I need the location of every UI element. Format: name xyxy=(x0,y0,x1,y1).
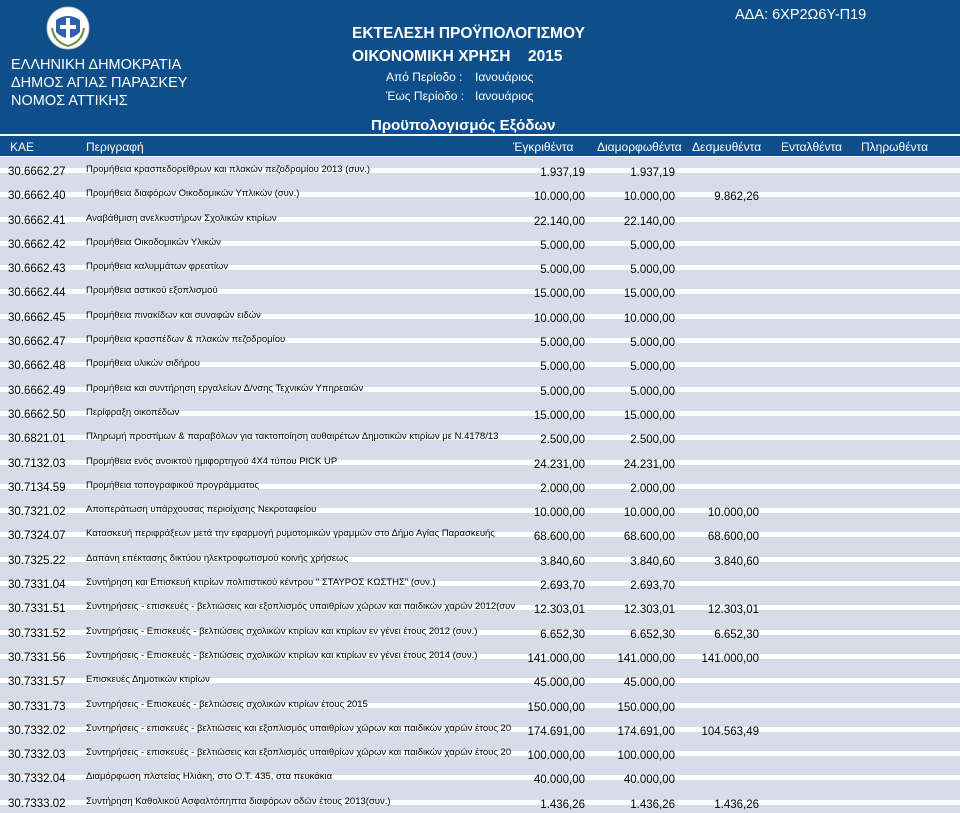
row-formed: 15.000,00 xyxy=(623,288,675,301)
period-to xyxy=(386,89,534,103)
row-committed: 104.563,49 xyxy=(701,725,759,738)
row-description: Συντηρήσεις - επισκευές - βελτιώσεις και εξοπλισμός υπαιθρίων χώρων και παιδικών χαρών 2012(συν xyxy=(86,601,516,613)
row-approved: 5.000,00 xyxy=(540,337,585,350)
period-to-label: Έως Περίοδο : xyxy=(386,89,465,103)
row-description: Περίφραξη οικοπέδων xyxy=(86,406,180,418)
row-code: 30.6662.47 xyxy=(8,336,66,349)
row-approved: 5.000,00 xyxy=(540,385,585,398)
period-from-label: Από Περίοδο : xyxy=(386,70,463,84)
row-approved: 5.000,00 xyxy=(540,361,585,374)
greek-emblem-icon xyxy=(46,6,90,50)
column-approved: Έγκριθέντα xyxy=(513,140,574,154)
row-formed: 2.000,00 xyxy=(630,482,675,495)
table-row xyxy=(0,206,960,230)
org-line: ΔΗΜΟΣ ΑΓΙΑΣ ΠΑΡΑΣΚΕΥ xyxy=(11,75,188,91)
row-approved: 10.000,00 xyxy=(533,191,585,204)
column-formed: Διαμορφωθέντα xyxy=(597,140,682,154)
table-row xyxy=(0,424,960,448)
row-formed: 2.500,00 xyxy=(630,434,675,447)
row-committed: 10.000,00 xyxy=(707,507,759,520)
table-row xyxy=(0,254,960,278)
period-to-value: Ιανουάριος xyxy=(475,89,534,103)
row-formed: 10.000,00 xyxy=(623,191,675,204)
row-description: Προμήθεια διαφόρων Οικοδομικών Υπλικών (συν.) xyxy=(86,188,300,200)
row-approved: 12.303,01 xyxy=(533,604,585,617)
row-formed: 68.600,00 xyxy=(623,531,675,544)
table-row xyxy=(0,789,960,813)
row-approved: 2.500,00 xyxy=(540,434,585,447)
row-formed: 150.000,00 xyxy=(617,701,675,714)
budget-title: Προϋπολογισμός Εξόδων xyxy=(371,117,556,134)
row-description: Διαμόρφωση πλατείας Ηλιάκη, στο Ο.Τ. 435, στα πευκάκια xyxy=(86,771,333,783)
row-code: 30.6662.50 xyxy=(8,408,66,421)
table-row xyxy=(0,351,960,375)
row-description: Προμήθεια Οικοδομικών Υλικών xyxy=(86,236,221,248)
column-kae: ΚΑΕ xyxy=(10,140,35,154)
row-code: 30.6662.41 xyxy=(8,214,66,227)
row-committed: 3.840,60 xyxy=(714,555,759,568)
row-formed: 45.000,00 xyxy=(623,677,675,690)
table-row xyxy=(0,521,960,545)
row-description: Προμήθεια κρασπεδορείθρων και πλακών πεζοδρομίου 2013 (συν.) xyxy=(86,164,371,175)
row-code: 30.6662.48 xyxy=(8,360,66,373)
row-approved: 68.600,00 xyxy=(533,531,585,544)
row-description: Προμήθεια πινακίδων και συναφών ειδών xyxy=(86,309,261,321)
row-formed: 22.140,00 xyxy=(623,215,675,228)
row-approved: 5.000,00 xyxy=(540,264,585,277)
period-from xyxy=(386,70,534,84)
row-approved: 2.000,00 xyxy=(540,482,585,495)
table-row xyxy=(0,619,960,643)
row-formed: 3.840,60 xyxy=(630,555,675,568)
org-line: ΕΛΛΗΝΙΚΗ ΔΗΜΟΚΡΑΤΙΑ xyxy=(11,57,182,73)
row-description: Δαπάνη επέκτασης δικτύου ηλεκτροφωτισμού κοινής χρήσεως xyxy=(86,552,349,564)
row-approved: 22.140,00 xyxy=(533,215,585,228)
table-row xyxy=(0,594,960,618)
table-row xyxy=(0,546,960,570)
column-committed: Δεσμευθέντα xyxy=(692,140,762,154)
row-formed: 5.000,00 xyxy=(630,239,675,252)
row-committed: 68.600,00 xyxy=(707,531,759,544)
row-committed: 12.303,01 xyxy=(707,604,759,617)
row-description: Αποπεράτωση υπάρχουσας περιοίχισης Νεκροταφείου xyxy=(86,504,317,516)
row-description: Συντήρηση και Επισκευή κτιρίων πολιτιστικού κέντρου " ΣΤΑΥΡΟΣ ΚΩΣΤΗΣ" (συν.) xyxy=(86,577,436,589)
row-approved: 2.693,70 xyxy=(540,580,585,593)
column-paid: Πληρωθέντα xyxy=(861,140,929,154)
row-approved: 100.000,00 xyxy=(527,750,585,763)
row-committed: 141.000,00 xyxy=(701,652,759,665)
column-ordered: Ενταλθέντα xyxy=(781,140,843,154)
table-row xyxy=(0,230,960,254)
table-row xyxy=(0,716,960,740)
org-line: ΝΟΜΟΣ ΑΤΤΙΚΗΣ xyxy=(11,93,128,109)
row-description: Προμήθεια και συντήρηση εργαλείων Δ/νσης Τεχνικών Υπηρεαιών xyxy=(86,382,364,394)
table-row xyxy=(0,643,960,667)
row-code: 30.6821.01 xyxy=(8,433,66,446)
row-code: 30.7331.57 xyxy=(8,676,66,689)
row-code: 30.6662.45 xyxy=(8,311,66,324)
row-approved: 15.000,00 xyxy=(533,288,585,301)
fiscal-year: 2015 xyxy=(528,48,563,65)
row-description: Συντηρήσεις - Επισκευές - βελτιώσεις σχολικών κτιρίων έτους 2015 xyxy=(86,698,368,710)
row-approved: 1.937,19 xyxy=(540,167,585,179)
row-description: Προμήθεια ενός ανοικτού ημιφορτηγού 4Χ4 τύπου PICK UP xyxy=(86,455,338,467)
row-formed: 174.691,00 xyxy=(617,725,675,738)
budget-table xyxy=(0,157,960,813)
row-approved: 15.000,00 xyxy=(533,409,585,422)
row-code: 30.7332.02 xyxy=(8,724,66,737)
row-code: 30.7331.52 xyxy=(8,627,66,640)
period-from-value: Ιανουάριος xyxy=(475,70,534,84)
fiscal-year-label: ΟΙΚΟΝΟΜΙΚΗ ΧΡΗΣΗ xyxy=(352,48,511,65)
row-code: 30.7331.73 xyxy=(8,700,66,713)
row-approved: 150.000,00 xyxy=(527,701,585,714)
row-code: 30.7321.02 xyxy=(8,506,66,519)
row-formed: 1.436,26 xyxy=(630,798,675,811)
row-description: Συντηρήσεις - επισκευές - βελτιώσεις και εξοπλισμός υπαιθρίων χώρων και παιδικών χαρών έτους 20 xyxy=(86,747,512,759)
report-title: ΕΚΤΕΛΕΣΗ ΠΡΟΫΠΟΛΟΓΙΣΜΟΥ xyxy=(352,25,585,42)
row-formed: 6.652,30 xyxy=(630,628,675,641)
row-formed: 1.937,19 xyxy=(630,167,675,179)
row-approved: 5.000,00 xyxy=(540,239,585,252)
row-committed: 9.862,26 xyxy=(714,191,759,204)
row-formed: 141.000,00 xyxy=(617,652,675,665)
table-row xyxy=(0,449,960,473)
table-row xyxy=(0,400,960,424)
row-description: Συντηρήσεις - Επισκευές - βελτιώσεις σχολικών κτιρίων και κτιρίων εν γένει έτους 2012 (συν.) xyxy=(86,625,478,637)
row-description: Πληρωμή προστίμων & παραβόλων για τακτοποίηση αυθαιρέτων Δημοτικών κτιρίων με Ν.4178/13 xyxy=(86,431,499,443)
row-formed: 5.000,00 xyxy=(630,385,675,398)
row-approved: 40.000,00 xyxy=(533,774,585,787)
row-description: Προμήθεια καλυμμάτων φρεατίων xyxy=(86,261,229,273)
row-code: 30.6662.44 xyxy=(8,287,66,300)
row-code: 30.7331.51 xyxy=(8,603,66,616)
row-committed: 6.652,30 xyxy=(714,628,759,641)
row-description: Συντηρήσεις - Επισκευές - βελτιώσεις σχολικών κτιρίων και κτιρίων εν γένει έτους 2014 (συν.) xyxy=(86,649,478,661)
table-row xyxy=(0,570,960,594)
row-code: 30.6662.40 xyxy=(8,190,66,203)
row-code: 30.7332.04 xyxy=(8,773,66,786)
column-description: Περιγραφή xyxy=(86,140,144,154)
row-approved: 1.436,26 xyxy=(540,798,585,811)
row-formed: 5.000,00 xyxy=(630,361,675,374)
table-row xyxy=(0,497,960,521)
row-description: Προμήθεια αστικού εξοπλισμού xyxy=(86,285,218,297)
report-header xyxy=(0,0,960,134)
row-code: 30.7333.02 xyxy=(8,797,66,810)
row-formed: 12.303,01 xyxy=(623,604,675,617)
row-formed: 100.000,00 xyxy=(617,750,675,763)
table-row xyxy=(0,303,960,327)
row-approved: 3.840,60 xyxy=(540,555,585,568)
row-code: 30.6662.49 xyxy=(8,384,66,397)
ada-code: ΑΔΑ: 6ΧΡ2Ω6Υ-Π19 xyxy=(735,7,867,23)
table-row xyxy=(0,473,960,497)
table-row xyxy=(0,181,960,205)
row-code: 30.7332.03 xyxy=(8,749,66,762)
row-committed: 1.436,26 xyxy=(714,798,759,811)
row-description: Αναβάθμιση ανελκυστήρων Σχολικών κτιρίων xyxy=(86,212,277,224)
table-row xyxy=(0,740,960,764)
row-approved: 141.000,00 xyxy=(527,652,585,665)
row-code: 30.6662.43 xyxy=(8,263,66,276)
row-formed: 24.231,00 xyxy=(623,458,675,471)
row-code: 30.6662.27 xyxy=(8,166,66,178)
row-description: Προμήθεια υλικών σιδήρου xyxy=(86,358,200,370)
row-formed: 10.000,00 xyxy=(623,312,675,325)
column-header-row xyxy=(0,136,960,156)
row-formed: 5.000,00 xyxy=(630,264,675,277)
row-code: 30.7331.56 xyxy=(8,651,66,664)
row-formed: 15.000,00 xyxy=(623,409,675,422)
row-approved: 45.000,00 xyxy=(533,677,585,690)
row-code: 30.7134.59 xyxy=(8,481,66,494)
row-code: 30.6662.42 xyxy=(8,238,66,251)
row-approved: 174.691,00 xyxy=(527,725,585,738)
row-formed: 40.000,00 xyxy=(623,774,675,787)
row-approved: 6.652,30 xyxy=(540,628,585,641)
table-row xyxy=(0,157,960,181)
row-approved: 24.231,00 xyxy=(533,458,585,471)
row-description: Επισκευές Δημοτικών κτιρίων xyxy=(86,674,210,686)
row-formed: 10.000,00 xyxy=(623,507,675,520)
row-description: Προμήθεια τοπογραφικού προγράμματος xyxy=(86,479,260,491)
table-row xyxy=(0,327,960,351)
table-row xyxy=(0,376,960,400)
row-code: 30.7325.22 xyxy=(8,554,66,567)
row-approved: 10.000,00 xyxy=(533,507,585,520)
row-code: 30.7132.03 xyxy=(8,457,66,470)
row-description: Κατασκευή περιφράξεων μετά την εφαρμογή ρυμοτομικών γραμμών στο Δήμο Αγίας Παρασκευής xyxy=(86,528,495,540)
table-row xyxy=(0,692,960,716)
row-description: Συντήρηση Καθολικού Ασφαλτόπηπτα διαφόρων οδών έτους 2013(συν.) xyxy=(86,795,391,807)
table-row xyxy=(0,278,960,302)
row-approved: 10.000,00 xyxy=(533,312,585,325)
row-description: Συντηρήσεις - επισκευές - βελτιώσεις και εξοπλισμός υπαιθρίων χώρων και παιδικών χαρών έτους 20 xyxy=(86,722,512,734)
row-formed: 2.693,70 xyxy=(630,580,675,593)
row-formed: 5.000,00 xyxy=(630,337,675,350)
row-code: 30.7324.07 xyxy=(8,530,66,543)
row-description: Προμήθεια κρασπέδων & πλακών πεζοδρομίου xyxy=(86,334,286,346)
row-code: 30.7331.04 xyxy=(8,579,66,592)
organization-block xyxy=(11,56,187,110)
table-row xyxy=(0,667,960,691)
table-row xyxy=(0,764,960,788)
